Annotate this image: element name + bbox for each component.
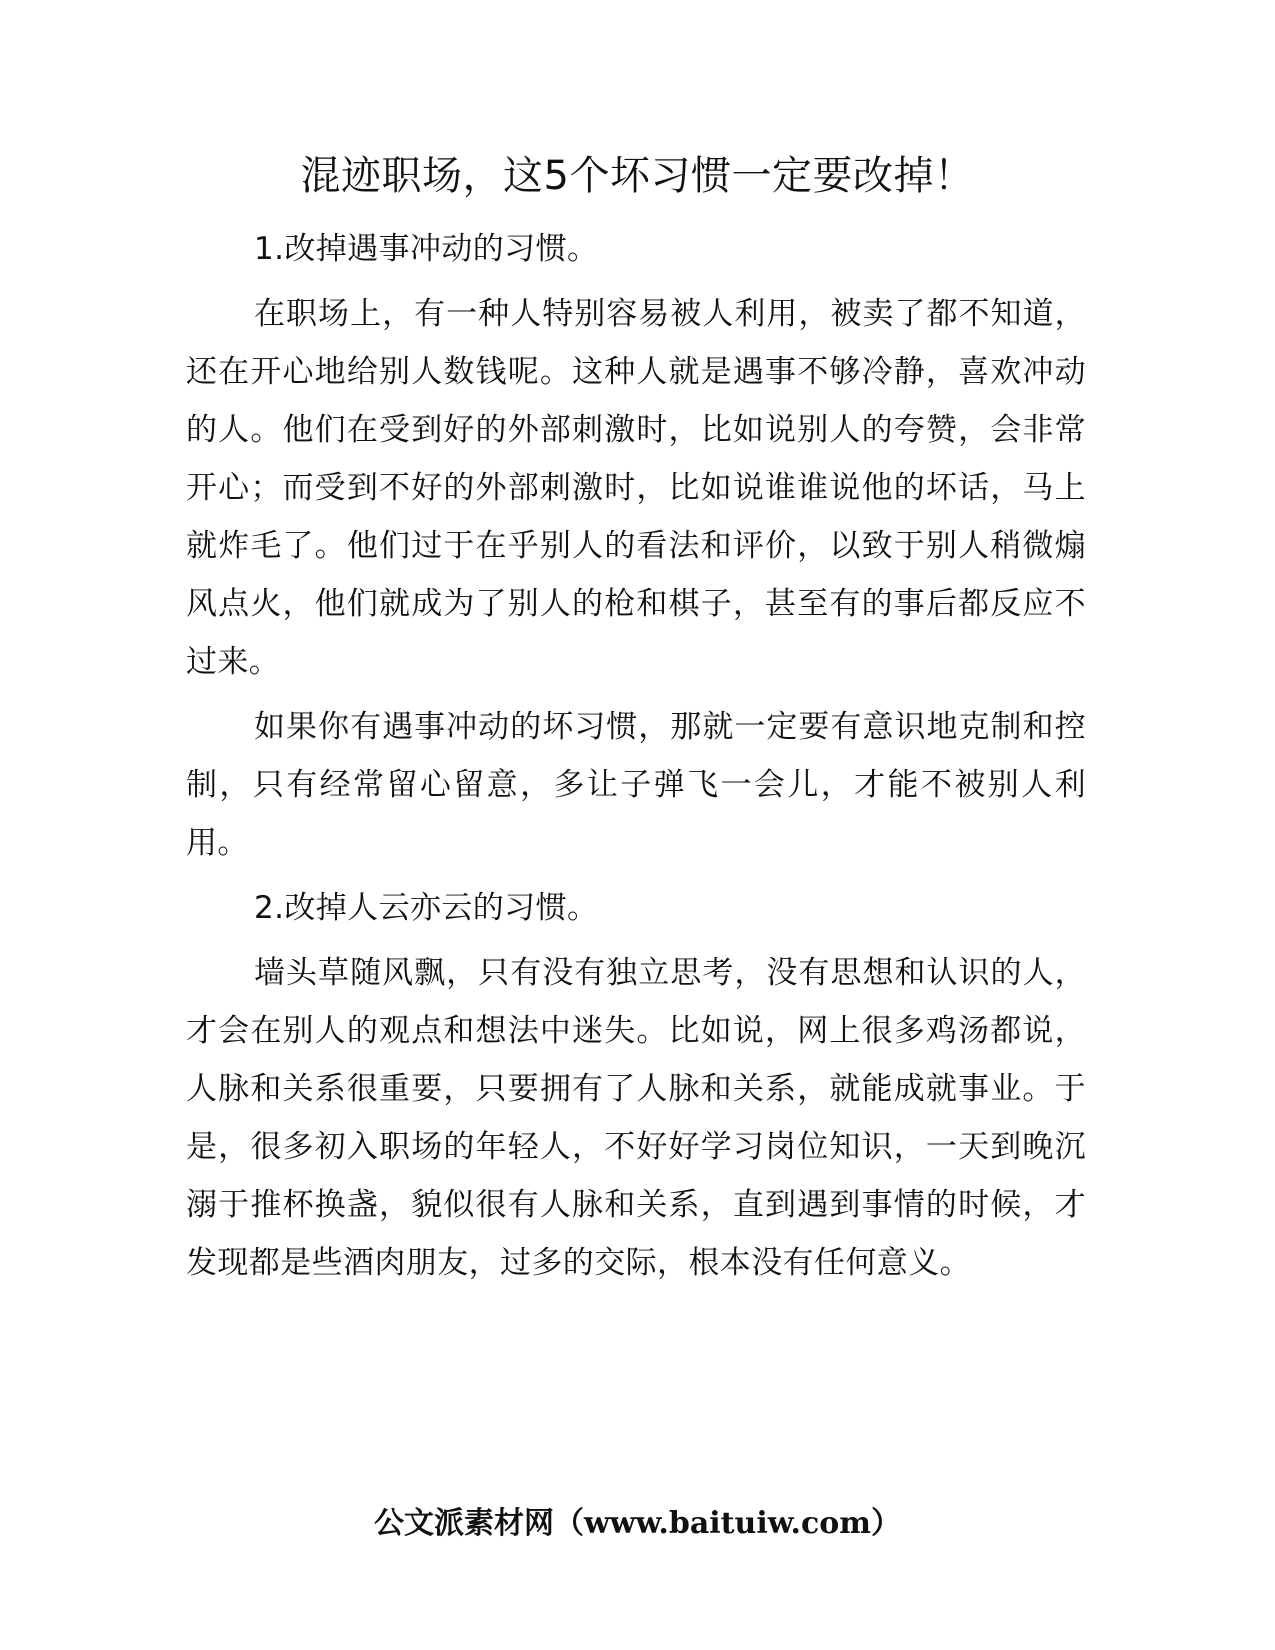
page-title: 混迹职场，这5个坏习惯一定要改掉！ [300,153,975,199]
body-paragraph-1: 在职场上，有一种人特别容易被人利用，被卖了都不知道，还在开心地给别人数钱呢。这种人就是遇事不够冷静，喜欢冲动的人。他们在受到好的外部刺激时，比如说别人的夸赞，会非常开心；而受到不好的外部刺激时，比如说谁谁说他的坏话，马上就炸毛了。他们过于在乎别人的看法和评价，以致于别人稍微煽风点火，他们就成为了别人的枪和棋子，甚至有的事后都反应不过来。 [186,296,1086,680]
page-footer: 公文派素材网（www.baituiw.com） [373,1506,902,1541]
body-paragraph-2: 如果你有遇事冲动的坏习惯，那就一定要有意识地克制和控制，只有经常留心留意，多让子弹飞一会儿，才能不被别人利用。 [186,709,1086,861]
section-heading-1: 1.改掉遇事冲动的习惯。 [254,231,599,267]
section-heading-2: 2.改掉人云亦云的习惯。 [254,890,599,926]
document-body [186,220,1086,1299]
body-paragraph-3: 墙头草随风飘，只有没有独立思考，没有思想和认识的人，才会在别人的观点和想法中迷失。比如说，网上很多鸡汤都说，人脉和关系很重要，只要拥有了人脉和关系，就能成就事业。于是，很多初入职场的年轻人，不好好学习岗位知识，一天到晚沉溺于推杯换盏，貌似很有人脉和关系，直到遇到事情的时候，才发现都是些酒肉朋友，过多的交际，根本没有任何意义。 [186,955,1086,1281]
